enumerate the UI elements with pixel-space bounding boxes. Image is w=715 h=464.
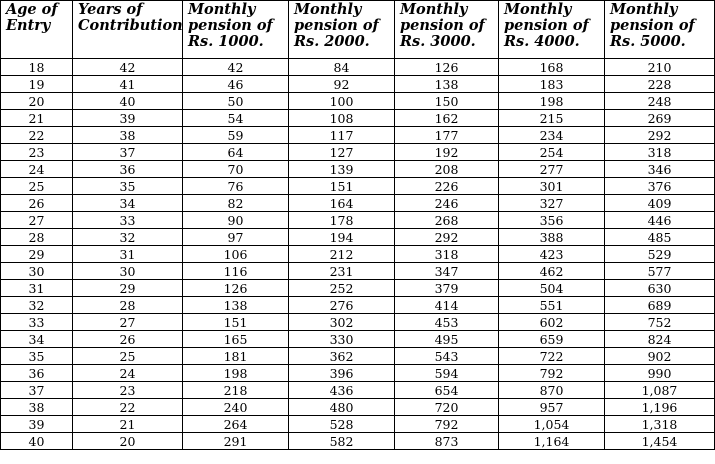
- pension-3000-cell: 654: [395, 382, 499, 399]
- pension-1000-cell: 151: [183, 314, 289, 331]
- age-of-entry-cell: 26: [1, 195, 73, 212]
- pension-5000-cell: 318: [605, 144, 715, 161]
- pension-2000-cell: 178: [289, 212, 395, 229]
- age-of-entry-cell: 24: [1, 161, 73, 178]
- pension-1000-cell: 50: [183, 93, 289, 110]
- age-of-entry-cell: 34: [1, 331, 73, 348]
- age-of-entry-cell: 38: [1, 399, 73, 416]
- table-row: [1, 365, 715, 382]
- pension-2000-cell: 212: [289, 246, 395, 263]
- pension-2000-cell: 362: [289, 348, 395, 365]
- table-row: [1, 399, 715, 416]
- pension-3000-cell: 347: [395, 263, 499, 280]
- pension-3000-cell: 379: [395, 280, 499, 297]
- years-of-contribution-cell: 22: [73, 399, 183, 416]
- table-row: [1, 76, 715, 93]
- pension-3000-cell: 720: [395, 399, 499, 416]
- pension-2000-cell: 528: [289, 416, 395, 433]
- pension-4000-cell: 602: [499, 314, 605, 331]
- years-of-contribution-cell: 27: [73, 314, 183, 331]
- years-of-contribution-cell: 38: [73, 127, 183, 144]
- pension-4000-cell: 659: [499, 331, 605, 348]
- pension-4000-cell: 215: [499, 110, 605, 127]
- pension-4000-cell: 254: [499, 144, 605, 161]
- pension-5000-cell: 1,454: [605, 433, 715, 450]
- age-of-entry-cell: 23: [1, 144, 73, 161]
- pension-1000-cell: 54: [183, 110, 289, 127]
- pension-5000-cell: 689: [605, 297, 715, 314]
- age-of-entry-cell: 36: [1, 365, 73, 382]
- years-of-contribution-cell: 24: [73, 365, 183, 382]
- age-of-entry-cell: 32: [1, 297, 73, 314]
- pension-2000-cell: 127: [289, 144, 395, 161]
- pension-4000-cell: 234: [499, 127, 605, 144]
- years-of-contribution-cell: 41: [73, 76, 183, 93]
- pension-1000-cell: 106: [183, 246, 289, 263]
- pension-2000-cell: 252: [289, 280, 395, 297]
- table-row: [1, 382, 715, 399]
- pension-3000-cell: 268: [395, 212, 499, 229]
- age-of-entry-cell: 25: [1, 178, 73, 195]
- pension-5000-cell: 346: [605, 161, 715, 178]
- pension-1000-cell: 42: [183, 59, 289, 76]
- header-age-of-entry: Age of Entry: [1, 1, 73, 59]
- pension-1000-cell: 240: [183, 399, 289, 416]
- pension-1000-cell: 97: [183, 229, 289, 246]
- age-of-entry-cell: 35: [1, 348, 73, 365]
- pension-3000-cell: 594: [395, 365, 499, 382]
- pension-3000-cell: 495: [395, 331, 499, 348]
- pension-2000-cell: 117: [289, 127, 395, 144]
- pension-2000-cell: 100: [289, 93, 395, 110]
- table-row: [1, 161, 715, 178]
- pension-3000-cell: 192: [395, 144, 499, 161]
- age-of-entry-cell: 30: [1, 263, 73, 280]
- pension-4000-cell: 356: [499, 212, 605, 229]
- pension-4000-cell: 277: [499, 161, 605, 178]
- pension-2000-cell: 194: [289, 229, 395, 246]
- years-of-contribution-cell: 20: [73, 433, 183, 450]
- table-row: [1, 280, 715, 297]
- header-row: [1, 1, 715, 59]
- years-of-contribution-cell: 30: [73, 263, 183, 280]
- pension-3000-cell: 873: [395, 433, 499, 450]
- pension-3000-cell: 126: [395, 59, 499, 76]
- table-body: [1, 59, 715, 450]
- pension-3000-cell: 453: [395, 314, 499, 331]
- pension-3000-cell: 318: [395, 246, 499, 263]
- years-of-contribution-cell: 36: [73, 161, 183, 178]
- table-row: [1, 263, 715, 280]
- table-header: [1, 1, 715, 59]
- pension-5000-cell: 630: [605, 280, 715, 297]
- pension-5000-cell: 210: [605, 59, 715, 76]
- header-pension-2000: Monthly pension of Rs. 2000.: [289, 1, 395, 59]
- years-of-contribution-cell: 21: [73, 416, 183, 433]
- years-of-contribution-cell: 35: [73, 178, 183, 195]
- pension-1000-cell: 138: [183, 297, 289, 314]
- pension-4000-cell: 183: [499, 76, 605, 93]
- pension-1000-cell: 70: [183, 161, 289, 178]
- years-of-contribution-cell: 28: [73, 297, 183, 314]
- pension-4000-cell: 198: [499, 93, 605, 110]
- pension-2000-cell: 330: [289, 331, 395, 348]
- pension-5000-cell: 902: [605, 348, 715, 365]
- pension-2000-cell: 231: [289, 263, 395, 280]
- pension-2000-cell: 480: [289, 399, 395, 416]
- age-of-entry-cell: 31: [1, 280, 73, 297]
- pension-4000-cell: 388: [499, 229, 605, 246]
- pension-1000-cell: 116: [183, 263, 289, 280]
- pension-1000-cell: 59: [183, 127, 289, 144]
- age-of-entry-cell: 39: [1, 416, 73, 433]
- pension-5000-cell: 1,318: [605, 416, 715, 433]
- pension-5000-cell: 292: [605, 127, 715, 144]
- years-of-contribution-cell: 39: [73, 110, 183, 127]
- pension-4000-cell: 462: [499, 263, 605, 280]
- pension-5000-cell: 446: [605, 212, 715, 229]
- pension-3000-cell: 138: [395, 76, 499, 93]
- pension-2000-cell: 108: [289, 110, 395, 127]
- header-pension-5000: Monthly pension of Rs. 5000.: [605, 1, 715, 59]
- header-pension-3000: Monthly pension of Rs. 3000.: [395, 1, 499, 59]
- table-row: [1, 195, 715, 212]
- header-pension-4000: Monthly pension of Rs. 4000.: [499, 1, 605, 59]
- pension-4000-cell: 1,054: [499, 416, 605, 433]
- pension-5000-cell: 376: [605, 178, 715, 195]
- pension-5000-cell: 248: [605, 93, 715, 110]
- pension-3000-cell: 246: [395, 195, 499, 212]
- age-of-entry-cell: 37: [1, 382, 73, 399]
- pension-4000-cell: 327: [499, 195, 605, 212]
- pension-2000-cell: 396: [289, 365, 395, 382]
- pension-4000-cell: 168: [499, 59, 605, 76]
- header-years-of-contribution: Years of Contribution: [73, 1, 183, 59]
- age-of-entry-cell: 33: [1, 314, 73, 331]
- years-of-contribution-cell: 26: [73, 331, 183, 348]
- pension-1000-cell: 165: [183, 331, 289, 348]
- pension-1000-cell: 264: [183, 416, 289, 433]
- pension-3000-cell: 792: [395, 416, 499, 433]
- pension-3000-cell: 208: [395, 161, 499, 178]
- table-row: [1, 229, 715, 246]
- pension-2000-cell: 92: [289, 76, 395, 93]
- years-of-contribution-cell: 32: [73, 229, 183, 246]
- table-row: [1, 433, 715, 450]
- years-of-contribution-cell: 25: [73, 348, 183, 365]
- pension-5000-cell: 409: [605, 195, 715, 212]
- pension-4000-cell: 301: [499, 178, 605, 195]
- table-row: [1, 314, 715, 331]
- age-of-entry-cell: 22: [1, 127, 73, 144]
- header-pension-1000: Monthly pension of Rs. 1000.: [183, 1, 289, 59]
- pension-1000-cell: 46: [183, 76, 289, 93]
- pension-2000-cell: 84: [289, 59, 395, 76]
- years-of-contribution-cell: 34: [73, 195, 183, 212]
- pension-5000-cell: 1,196: [605, 399, 715, 416]
- pension-5000-cell: 529: [605, 246, 715, 263]
- years-of-contribution-cell: 40: [73, 93, 183, 110]
- age-of-entry-cell: 20: [1, 93, 73, 110]
- table-row: [1, 331, 715, 348]
- pension-3000-cell: 414: [395, 297, 499, 314]
- pension-2000-cell: 139: [289, 161, 395, 178]
- pension-2000-cell: 276: [289, 297, 395, 314]
- age-of-entry-cell: 18: [1, 59, 73, 76]
- years-of-contribution-cell: 23: [73, 382, 183, 399]
- pension-2000-cell: 436: [289, 382, 395, 399]
- pension-3000-cell: 150: [395, 93, 499, 110]
- pension-2000-cell: 151: [289, 178, 395, 195]
- pension-4000-cell: 957: [499, 399, 605, 416]
- years-of-contribution-cell: 42: [73, 59, 183, 76]
- table-row: [1, 416, 715, 433]
- age-of-entry-cell: 19: [1, 76, 73, 93]
- pension-4000-cell: 423: [499, 246, 605, 263]
- age-of-entry-cell: 27: [1, 212, 73, 229]
- pension-1000-cell: 90: [183, 212, 289, 229]
- years-of-contribution-cell: 33: [73, 212, 183, 229]
- pension-1000-cell: 126: [183, 280, 289, 297]
- pension-1000-cell: 291: [183, 433, 289, 450]
- years-of-contribution-cell: 31: [73, 246, 183, 263]
- pension-1000-cell: 218: [183, 382, 289, 399]
- table-row: [1, 110, 715, 127]
- pension-5000-cell: 577: [605, 263, 715, 280]
- pension-3000-cell: 226: [395, 178, 499, 195]
- pension-4000-cell: 722: [499, 348, 605, 365]
- pension-4000-cell: 792: [499, 365, 605, 382]
- pension-3000-cell: 162: [395, 110, 499, 127]
- pension-4000-cell: 551: [499, 297, 605, 314]
- age-of-entry-cell: 28: [1, 229, 73, 246]
- table-row: [1, 348, 715, 365]
- pension-5000-cell: 824: [605, 331, 715, 348]
- age-of-entry-cell: 29: [1, 246, 73, 263]
- pension-4000-cell: 870: [499, 382, 605, 399]
- table-row: [1, 144, 715, 161]
- pension-3000-cell: 543: [395, 348, 499, 365]
- pension-5000-cell: 485: [605, 229, 715, 246]
- table-row: [1, 127, 715, 144]
- table-row: [1, 178, 715, 195]
- pension-3000-cell: 177: [395, 127, 499, 144]
- table-row: [1, 212, 715, 229]
- pension-2000-cell: 164: [289, 195, 395, 212]
- pension-2000-cell: 582: [289, 433, 395, 450]
- table-row: [1, 93, 715, 110]
- age-of-entry-cell: 40: [1, 433, 73, 450]
- pension-4000-cell: 1,164: [499, 433, 605, 450]
- pension-4000-cell: 504: [499, 280, 605, 297]
- age-of-entry-cell: 21: [1, 110, 73, 127]
- pension-1000-cell: 64: [183, 144, 289, 161]
- table-row: [1, 246, 715, 263]
- years-of-contribution-cell: 37: [73, 144, 183, 161]
- pension-5000-cell: 990: [605, 365, 715, 382]
- pension-1000-cell: 198: [183, 365, 289, 382]
- table-row: [1, 297, 715, 314]
- years-of-contribution-cell: 29: [73, 280, 183, 297]
- pension-1000-cell: 181: [183, 348, 289, 365]
- pension-5000-cell: 752: [605, 314, 715, 331]
- pension-5000-cell: 228: [605, 76, 715, 93]
- pension-1000-cell: 82: [183, 195, 289, 212]
- pension-2000-cell: 302: [289, 314, 395, 331]
- pension-3000-cell: 292: [395, 229, 499, 246]
- table-row: [1, 59, 715, 76]
- pension-5000-cell: 1,087: [605, 382, 715, 399]
- pension-1000-cell: 76: [183, 178, 289, 195]
- pension-5000-cell: 269: [605, 110, 715, 127]
